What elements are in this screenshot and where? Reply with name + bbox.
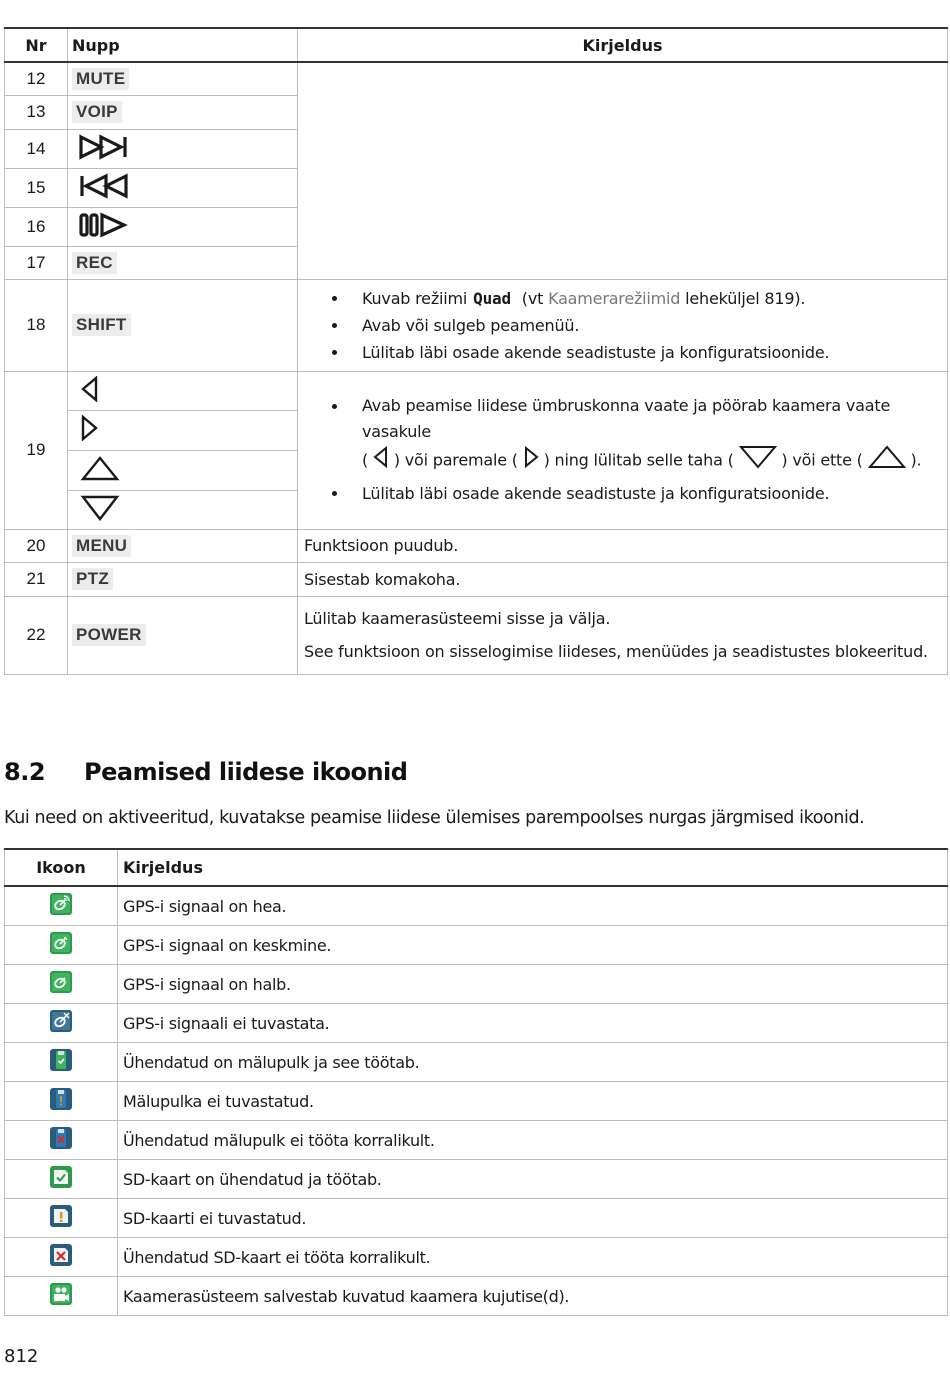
icon-cell [5,1043,118,1082]
key-label: VOIP [72,101,122,123]
description-cell: GPS-i signaal on halb. [118,965,948,1004]
row-number: 19 [5,371,68,529]
gps-poor-icon [49,979,73,998]
table-row [5,1199,948,1238]
section-heading [4,758,407,786]
key-label: MENU [72,535,131,557]
row-number: 14 [5,129,68,168]
triangle-down-icon [739,445,777,477]
row-number: 22 [5,596,68,674]
icon-cell [5,1238,118,1277]
row-number: 17 [5,246,68,279]
key-sub-cell [68,411,297,451]
table-row [5,529,948,562]
description-cell: Funktsioon puudub. [298,529,948,562]
description-cell: GPS-i signaal on keskmine. [118,926,948,965]
table-row [5,279,948,371]
table-row [5,1004,948,1043]
page-number: 812 [4,1346,39,1367]
key-cell [68,95,298,129]
table-row [5,926,948,965]
section-number: 8.2 [4,758,46,786]
key-cell [68,168,298,207]
description-cell: GPS-i signaali ei tuvastata. [118,1004,948,1043]
sd-error-icon [49,1252,73,1271]
gps-none-icon [49,1018,73,1037]
skip-forward-icon [78,134,130,164]
key-label: PTZ [72,568,113,590]
list-item: Avab või sulgeb peamenüü. [304,312,941,339]
table-row [5,1277,948,1316]
table-row [5,62,948,95]
gps-good-icon [49,901,73,920]
skip-back-icon [78,173,130,203]
sd-missing-icon [49,1213,73,1232]
key-label: SHIFT [72,314,131,336]
key-sub-cell [68,372,297,411]
table-row [5,371,948,529]
header-key: Nupp [68,28,298,62]
icon-cell [5,886,118,926]
icon-cell [5,1004,118,1043]
table-row [5,1160,948,1199]
triangle-up-icon [80,455,120,485]
triangle-left-icon [80,376,100,406]
text: ) või ette ( [781,450,863,470]
text: ) või paremale ( [393,450,518,470]
triangle-up-icon [868,445,906,477]
icon-cell [5,1082,118,1121]
pause-play-icon [78,212,130,242]
description-cell: SD-kaarti ei tuvastatud. [118,1199,948,1238]
text: Kuvab režiimi [362,288,468,308]
description-line: See funktsioon on sisselogimise liideses, menüüdes ja seadistustes blokeeritud. [304,642,928,661]
section-title: Peamised liidese ikoonid [84,758,408,786]
description-line: Lülitab kaamerasüsteemi sisse ja välja. [304,609,611,628]
bullet-list [304,285,941,366]
row-number: 15 [5,168,68,207]
description-cell: Ühendatud mälupulk ei tööta korralikult. [118,1121,948,1160]
description-cell: Ühendatud on mälupulk ja see töötab. [118,1043,948,1082]
icon-cell [5,926,118,965]
icon-cell [5,1199,118,1238]
key-sub-cell [68,491,297,529]
text: (vt [521,288,544,308]
icon-table [4,848,948,1316]
description-cell: SD-kaart on ühendatud ja töötab. [118,1160,948,1199]
key-label: POWER [72,624,146,646]
header-desc: Kirjeldus [298,28,948,62]
list-item [304,393,941,477]
list-item: Lülitab läbi osade akende seadistuste ja konfiguratsioonide. [304,480,941,507]
key-cell [68,62,298,95]
gps-medium-icon [49,940,73,959]
table-row [5,1043,948,1082]
key-cell [68,562,298,596]
key-sub-cell [68,451,297,491]
icon-cell [5,965,118,1004]
bullet-list [304,393,941,507]
text: ) ning lülitab selle taha ( [543,450,734,470]
description-cell: Sisestab komakoha. [298,562,948,596]
triangle-right-icon [80,415,100,445]
cross-reference-link[interactable]: Kaamerarežiimid [548,288,681,308]
list-item: Lülitab läbi osade akende seadistuste ja konfiguratsioonide. [304,339,941,366]
table-row [5,965,948,1004]
icon-cell [5,1121,118,1160]
table-row [5,562,948,596]
description-cell: GPS-i signaal on hea. [118,886,948,926]
description-cell: Kaamerasüsteem salvestab kuvatud kaamera kujutise(d). [118,1277,948,1316]
row-number: 16 [5,207,68,246]
text: Avab peamise liidese ümbruskonna vaate ja pöörab kaamera vaate vasakule [362,396,891,441]
row-number: 21 [5,562,68,596]
usb-missing-icon [49,1096,73,1115]
text: ( [362,450,369,470]
icon-cell [5,1277,118,1316]
table-row [5,886,948,926]
row-number: 12 [5,62,68,95]
key-cell [68,596,298,674]
text: ). [910,450,922,470]
usb-error-icon [49,1135,73,1154]
key-cell [68,246,298,279]
table-header-row [5,849,948,886]
text: leheküljel 819). [685,288,806,308]
table-row [5,1238,948,1277]
table-header-row [5,28,948,62]
table-row [5,596,948,674]
list-item [304,285,941,312]
row-number: 13 [5,95,68,129]
section-intro: Kui need on aktiveeritud, kuvatakse peamise liidese ülemises parempoolses nurgas järgmised ikoonid. [4,808,865,828]
table-row [5,1121,948,1160]
header-desc: Kirjeldus [118,849,948,886]
description-cell [298,371,948,529]
usb-ok-icon [49,1057,73,1076]
key-cell [68,207,298,246]
description-cell [298,596,948,674]
key-cell [68,129,298,168]
key-label: MUTE [72,68,129,90]
mode-name: Quad [473,288,511,308]
description-cell: Mälupulka ei tuvastatud. [118,1082,948,1121]
table-row [5,1082,948,1121]
description-cell: Ühendatud SD-kaart ei tööta korralikult. [118,1238,948,1277]
header-nr: Nr [5,28,68,62]
triangle-down-icon [80,495,120,525]
row-number: 20 [5,529,68,562]
row-number: 18 [5,279,68,371]
recording-icon [49,1291,73,1310]
icon-cell [5,1160,118,1199]
key-cell [68,279,298,371]
empty-description [298,62,948,279]
triangle-left-icon [373,446,389,476]
triangle-right-icon [523,446,539,476]
key-cell [68,371,298,529]
header-icon: Ikoon [5,849,118,886]
sd-ok-icon [49,1174,73,1193]
key-cell [68,529,298,562]
description-cell [298,279,948,371]
key-label: REC [72,252,117,274]
button-table [4,27,948,675]
